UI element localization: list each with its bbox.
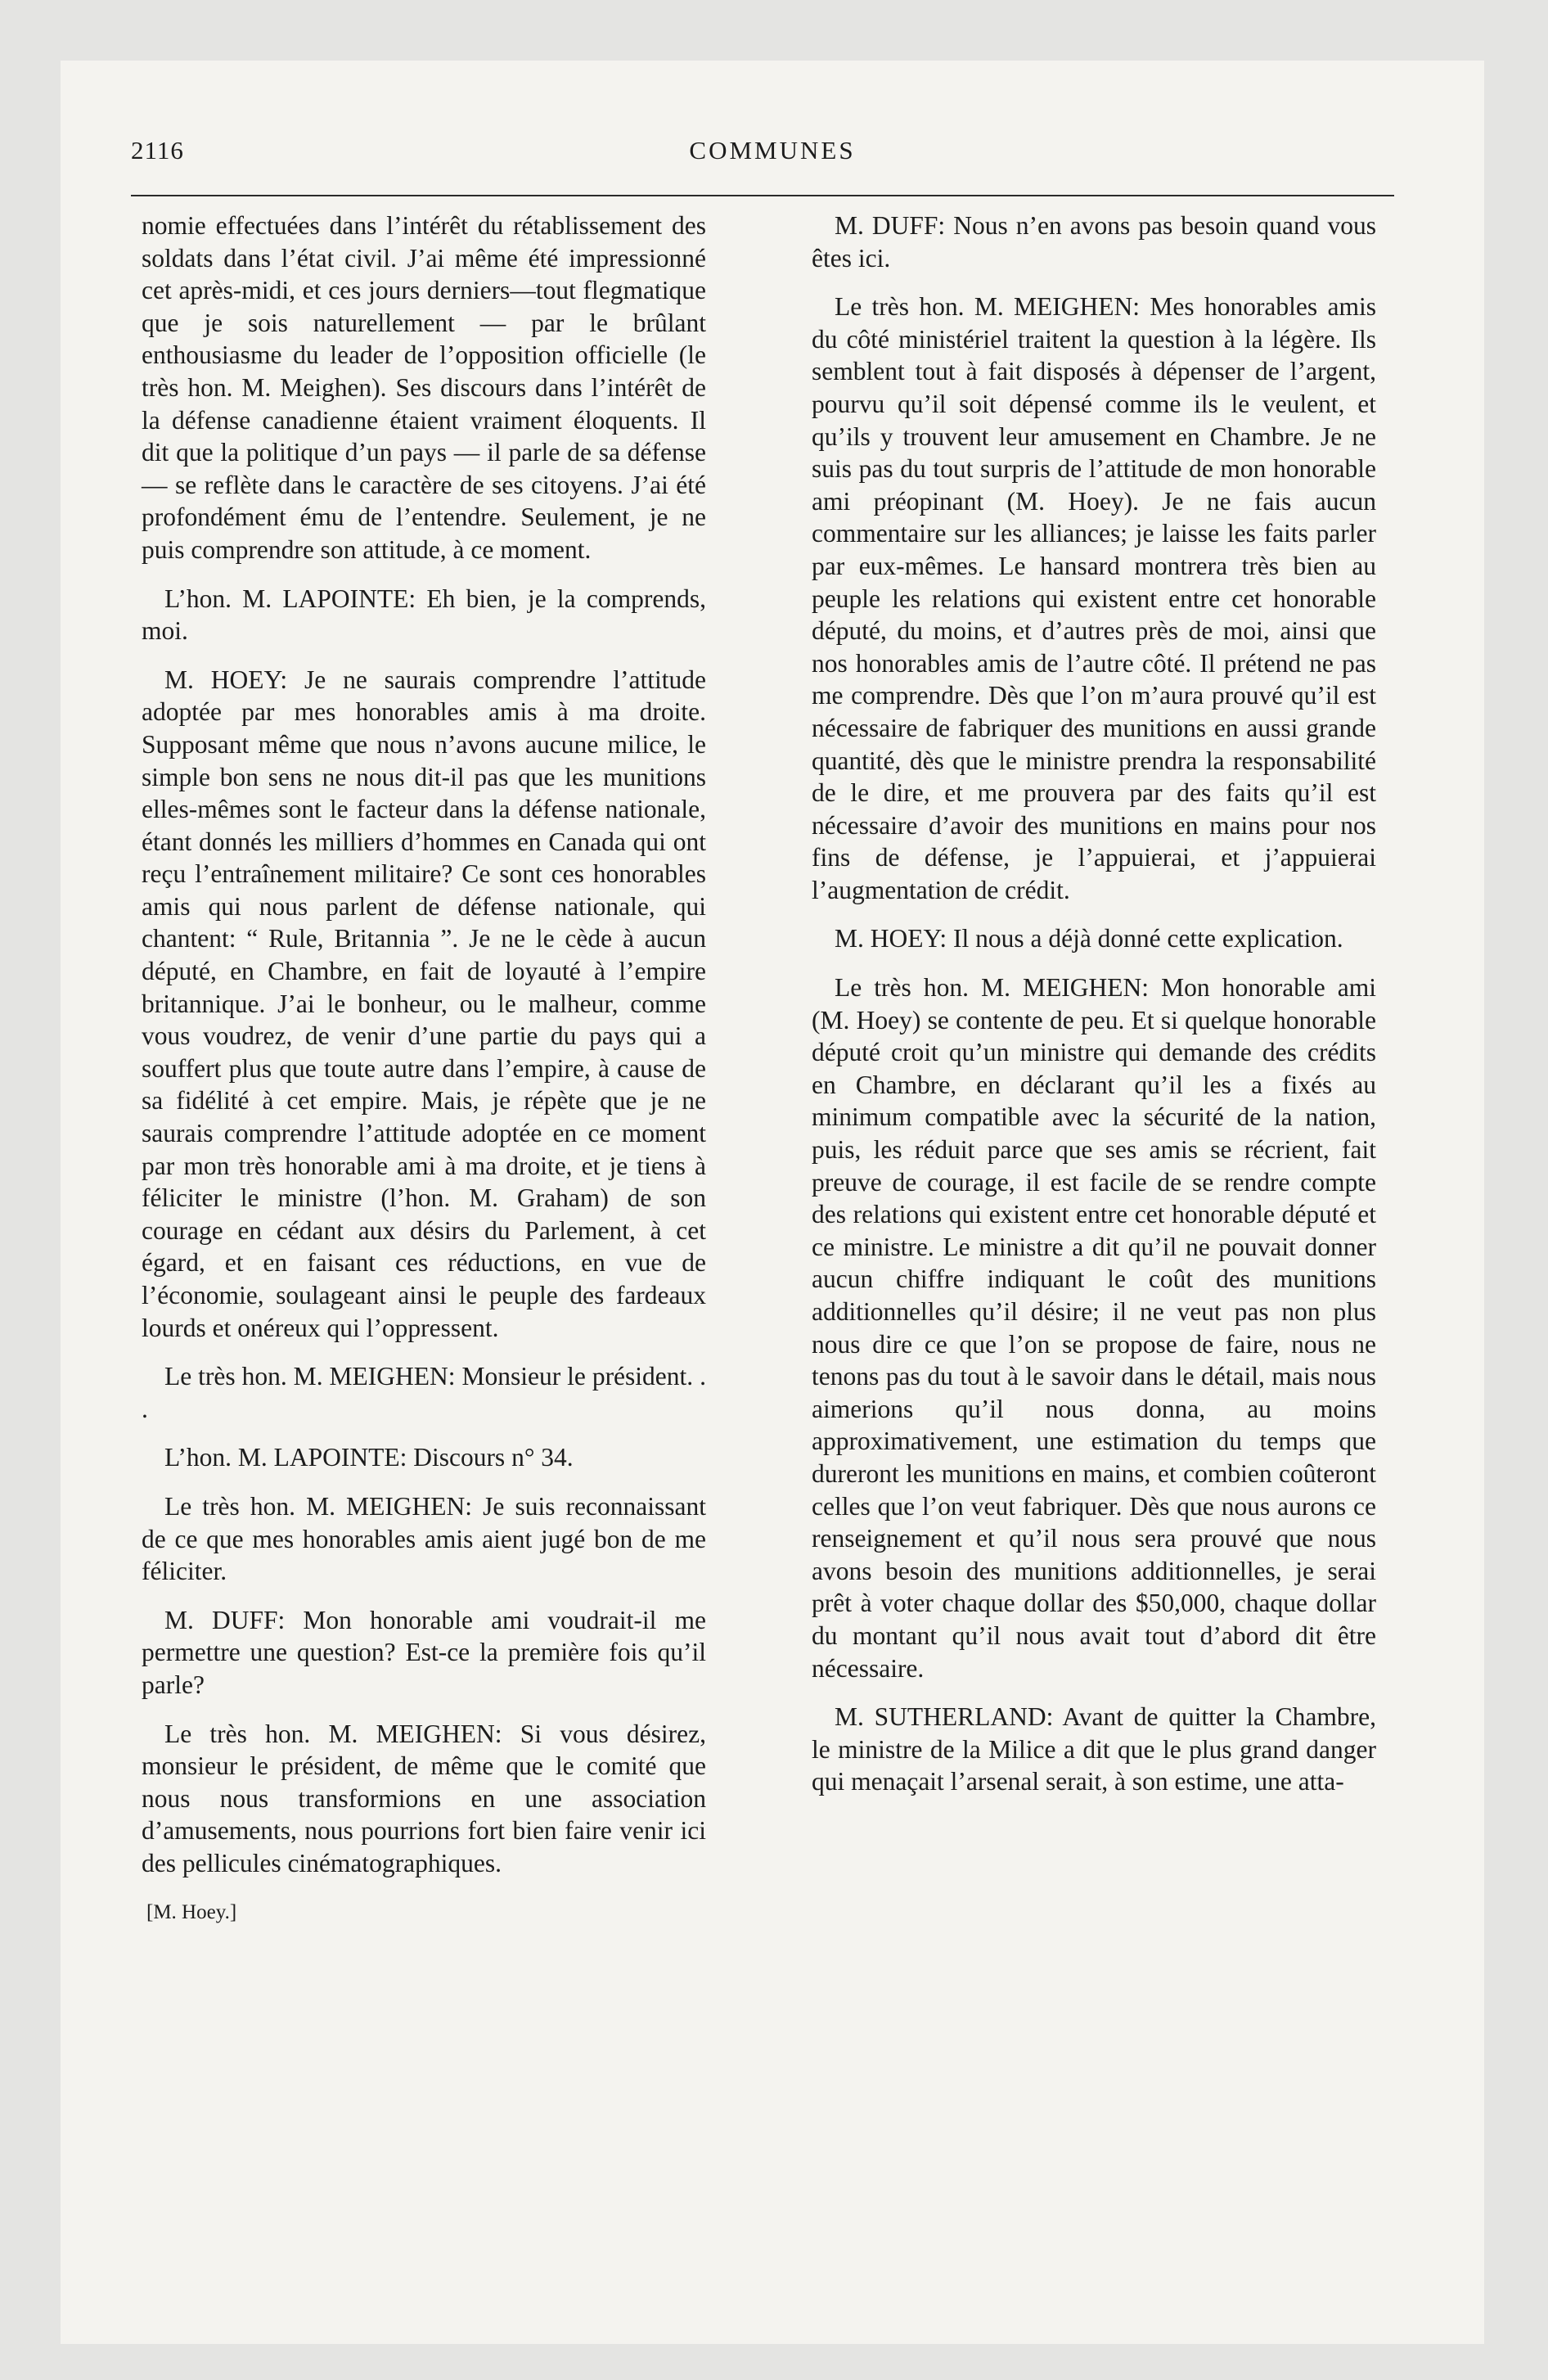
running-head: COMMUNES	[689, 136, 856, 165]
header-rule	[131, 195, 1394, 196]
paragraph: Le très hon. M. MEIGHEN: Mes honorables amis du côté ministériel traitent la question à la légère. Ils semblent tout à fait disposés à dépenser de l’argent, pourvu qu’il soit dépensé comme ils le veulent, et qu’ils y trouvent leur amusement en Chambre. Je ne suis pas du tout surpris de l’attitude de mon honorable ami préopinant (M. Hoey). Je ne fais aucun commentaire sur les alliances; je laisse les faits parler par eux-mêmes. Le hansard montrera très bien au peuple les relations qui existent entre cet honorable député, du moins, et d’autres près de moi, ainsi que nos honorables amis de l’autre côté. Il prétend ne pas me comprendre. Dès que l’on m’aura prouvé qu’il est nécessaire de fabriquer des munitions en aussi grande quantité, dès que le ministre prendra la responsabilité de le dire, et me prouvera par des faits qu’il est nécessaire d’avoir des munitions en mains pour nos fins de défense, je l’appuierai, et j’appuierai l’augmentation de crédit.	[812, 292, 1376, 904]
page-number: 2116	[131, 136, 184, 165]
paragraph: Le très hon. M. MEIGHEN: Si vous désirez, monsieur le président, de même que le comité que nous nous transformions en une association d’amusements, nous pourrions fort bien faire venir ici des pellicules cinématographiques.	[142, 1719, 706, 1877]
right-column	[812, 210, 1376, 1814]
paragraph: M. HOEY: Je ne saurais comprendre l’attitude adoptée par mes honorables amis à ma droite. Supposant même que nous n’avons aucune milice, le simple bon sens ne nous dit-il pas que les munitions elles-mêmes sont le facteur dans la défense nationale, étant donnés les milliers d’hommes en Canada qui ont reçu l’entraînement militaire? Ce sont ces honorables amis qui nous parlent de défense nationale, qui chantent: “ Rule, Britannia ”. Je ne le cède à aucun député, en Chambre, en fait de loyauté à l’empire britannique. J’ai le bonheur, ou le malheur, comme vous voudrez, de venir d’une partie du pays qui a souffert plus que toute autre dans l’empire, à cause de sa fidélité à cet empire. Mais, je répète que je ne saurais comprendre l’attitude adoptée en ce moment par mon très honorable ami à ma droite, et je tiens à féliciter le ministre (l’hon. M. Graham) de son courage en cédant aux désirs du Parlement, à cet égard, et en faisant ces réductions, en vue de l’économie, soulageant ainsi le peuple des fardeaux lourds et onéreux qui l’oppressent.	[142, 665, 706, 1342]
paragraph: Le très hon. M. MEIGHEN: Je suis reconnaissant de ce que mes honorables amis aient jugé bon de me féliciter.	[142, 1491, 706, 1586]
speaker-footer-reference: [M. Hoey.]	[146, 1900, 237, 1923]
page	[61, 61, 1484, 2344]
left-column	[142, 210, 706, 1928]
paragraph: M. SUTHERLAND: Avant de quitter la Chambre, le ministre de la Milice a dit que le plus grand danger qui menaçait l’arsenal serait, à son estime, une atta-	[812, 1702, 1376, 1796]
paragraph: L’hon. M. LAPOINTE: Eh bien, je la comprends, moi.	[142, 584, 706, 646]
paragraph: M. HOEY: Il nous a déjà donné cette explication.	[835, 924, 1343, 953]
paragraph: M. DUFF: Mon honorable ami voudrait-il me permettre une question? Est-ce la première fois qu’il parle?	[142, 1605, 706, 1699]
paragraph: L’hon. M. LAPOINTE: Discours n° 34.	[164, 1443, 574, 1472]
paragraph: Le très hon. M. MEIGHEN: Mon honorable ami (M. Hoey) se contente de peu. Et si quelque honorable député croit qu’un ministre qui demande des crédits en Chambre, en déclarant qu’il les a fixés au minimum compatible avec la sécurité de la nation, puis, les réduit parce que ses amis se récrient, fait preuve de courage, il est facile de se rendre compte des relations qui existent entre cet honorable député et ce ministre. Le ministre a dit qu’il ne pouvait donner aucun chiffre indiquant le coût des munitions additionnelles qu’il désire; il ne veut pas non plus nous dire ce que l’on se propose de faire, nous ne tenons pas du tout à le savoir dans le détail, mais nous aimerions qu’il nous donna, au moins approximativement, une estimation du temps que dureront les munitions en mains, et combien coûteront celles que l’on veut fabriquer. Dès que nous aurons ce renseignement et qu’il nous sera prouvé que nous avons besoin des munitions additionnelles, je serai prêt à voter chaque dollar des $50,000, chaque dollar du montant qu’il nous avait tout d’abord dit être nécessaire.	[812, 973, 1376, 1683]
paragraph: Le très hon. M. MEIGHEN: Monsieur le président. . .	[142, 1362, 706, 1423]
paragraph: nomie effectuées dans l’intérêt du rétablissement des soldats dans l’état civil. J’ai même été impressionné cet après-midi, et ces jours derniers—tout flegmatique que je sois naturellement — par le brûlant enthousiasme du leader de l’opposition officielle (le très hon. M. Meighen). Ses discours dans l’intérêt de la défense canadienne étaient vraiment éloquents. Il dit que la politique d’un pays — il parle de sa défense — se reflète dans le caractère de ses citoyens. J’ai été profondément ému de l’entendre. Seulement, je ne puis comprendre son attitude, à ce moment.	[142, 211, 706, 564]
paragraph: M. DUFF: Nous n’en avons pas besoin quand vous êtes ici.	[812, 211, 1376, 273]
